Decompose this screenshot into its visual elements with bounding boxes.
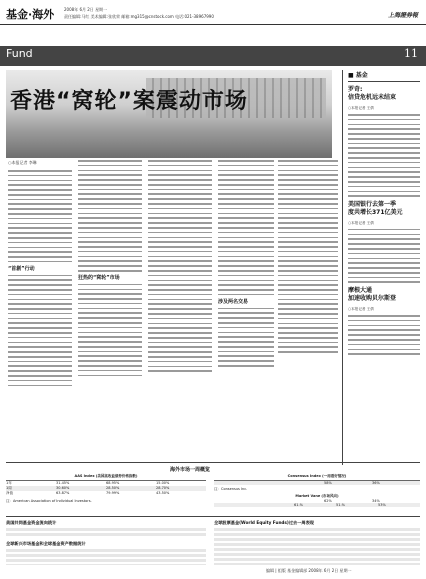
bottom-left-title: 美国共同基金资金流向统计 [6,520,57,525]
sidebar-item-1-byline: ○本报记者 王倩 [348,106,374,110]
subhead-1: “首創”行动 [8,265,35,272]
table-cell [214,503,294,507]
table-cell: 53% [378,503,386,507]
sidebar [348,70,420,358]
table-cell: 30.60% [56,486,70,490]
newspaper-name: 上海證券報 [387,12,418,19]
table-cell: 31.45% [56,481,70,485]
table-cell: 1年 [6,481,12,485]
table-cell: 15.00% [156,481,170,485]
table-cell: 36% [372,481,380,485]
sidebar-section: ■ 基金 [348,72,368,79]
article-column-3 [148,160,212,375]
article-column-1 [8,160,72,389]
sidebar-item-2-title1: 美国银行去第一季 [348,200,397,208]
sidebar-item-1-title1: 罗奇: [348,86,363,93]
table-cell: 63.87% [56,491,70,495]
table-cell: 61.% [294,503,303,507]
table-row [214,481,420,485]
table-cell: 34% [372,499,380,503]
left-table [6,474,206,504]
article-column-2 [78,160,142,379]
subhead-2: 狂热的“窝轮”市场 [78,274,120,281]
editor-line: 责任编辑:马红 美术编辑:张欣荣 邮箱:mg315@cnstock.com 电话:021-38967990 [64,14,214,19]
article-headline: 香港“窝轮”案震动市场 [10,89,248,114]
table-cell: 43.50% [156,491,170,495]
bottom-left-table [6,528,206,538]
table-row [214,503,420,507]
article-column-4 [218,160,274,370]
column-divider [342,70,343,465]
table-cell: 58% [324,481,332,485]
table-cell [214,481,324,485]
table-cell: 79.99% [106,491,120,495]
left-table-title: AAS Index (美国高收益债券价格指数) [6,474,206,481]
subhead-3: 涉及两名交易 [218,298,249,305]
bottom-right-table [214,528,420,565]
section-title: 基金·海外 [6,8,55,21]
page-number: 11 [404,47,418,60]
table-row [6,491,206,496]
page-footer: 编辑 | 组版 基金编辑部 2008年 6月 2日 星期一 [266,568,352,573]
sidebar-item-1-title2: 信贷危机远未结束 [348,94,397,101]
sidebar-rule [348,81,420,82]
article-byline: ○本报记者 李琳 [8,160,37,165]
table-cell: 68.95% [106,481,120,485]
table-cell: 28.70% [156,486,170,490]
sidebar-item-3-byline: ○本报记者 王倩 [348,307,374,312]
sidebar-item-1-body [348,114,420,197]
section-band-label: Fund [6,47,33,60]
sidebar-item-2-title2: 度共增长371亿美元 [348,208,403,216]
issue-date: 2008年 6月 2日 星期一 [64,7,108,12]
right-table-title: Consensus Index (一周看好情况) [214,474,420,481]
table-cell: 62% [324,499,332,503]
tables-center-title: 海外市场一周概览 [170,467,211,473]
bottom-right-title: 全球股票基金(World Equity Funds)过去一周表现 [214,520,314,525]
table-cell: 51.% [336,503,345,507]
table-cell: 净值 [6,491,13,495]
article-column-5 [278,160,338,356]
right-table-note: 注：Consensus Inc. [214,487,248,491]
right-table-sub: Market Vane (市场风向) [295,494,339,498]
tables-top-rule [6,462,420,463]
right-table [214,474,420,507]
bottom-left-table-2 [6,549,206,565]
table-cell: 28.50% [106,486,120,490]
section-band [0,46,426,66]
bottom-rule [6,516,420,517]
sidebar-item-3-title1: 摩根大通 [348,287,373,295]
sidebar-item-2-byline: ○本报记者 王倩 [348,220,374,225]
bottom-left-title-2: 全球新兴市场基金和全球基金资产数据统计 [6,541,86,546]
sidebar-item-3-title2: 加速收购贝尔斯登 [348,295,397,303]
sidebar-section-label: 基金 [355,72,368,79]
sidebar-item-2-body [348,229,420,283]
table-cell: 1周 [6,486,12,490]
left-table-note: 注：American Association of Individual Investors. [6,499,92,503]
sidebar-item-3-body [348,315,420,355]
